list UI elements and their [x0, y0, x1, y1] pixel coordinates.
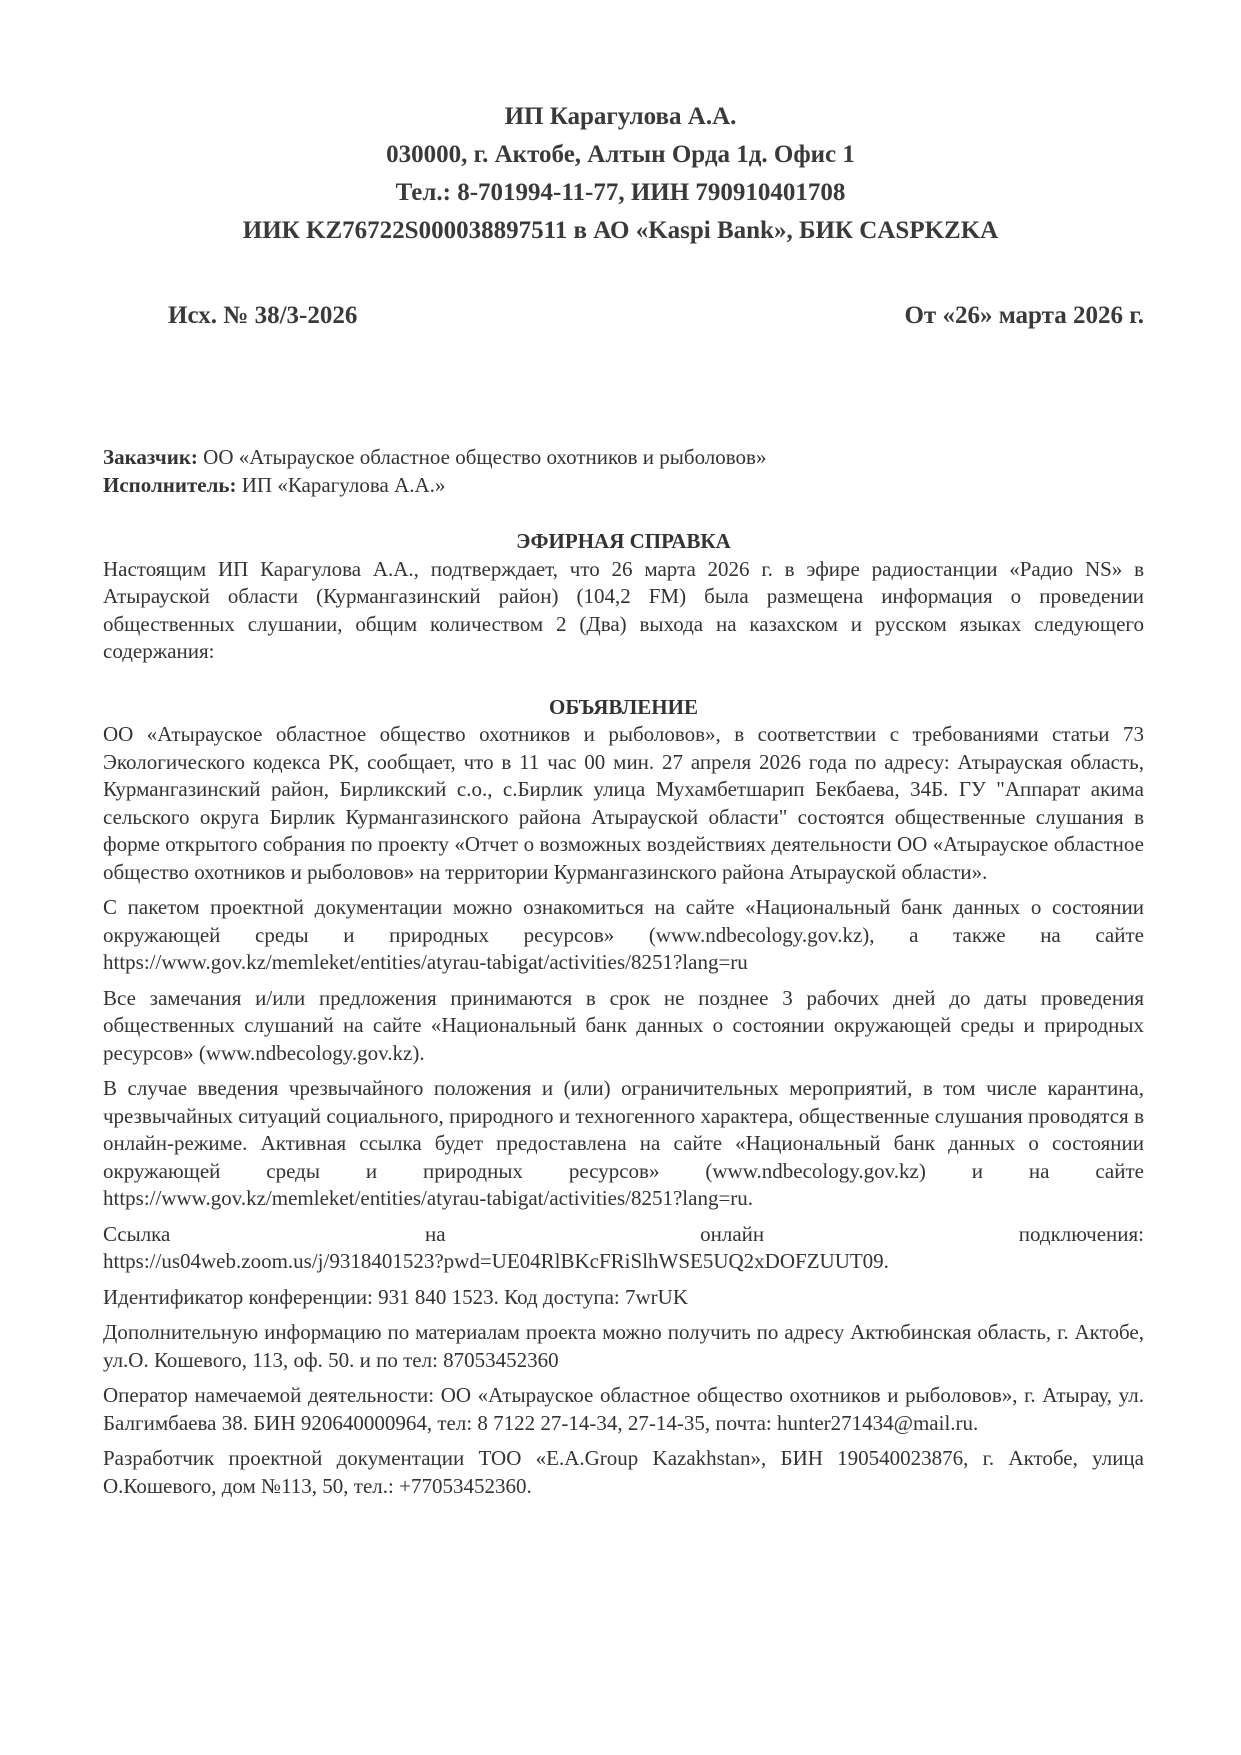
company-bank-details: ИИК KZ76722S000038897511 в АО «Kaspi Bank», БИК CASPKZKA [242, 217, 999, 244]
zoom-link-paragraph [103, 1221, 1144, 1276]
customer-label: Заказчик: [103, 445, 198, 469]
executor-row [103, 472, 1144, 500]
announcement-paragraph: В случае введения чрезвычайного положения и (или) ограничительных мероприятий, в том числе карантина, чрезвычайных ситуаций социального, природного и техногенного характера, общественные слушания проводятся в онлайн-режиме. Активная ссылка будет предоставлена на сайте «Национальный банк данных о состоянии окружающей среды и природных ресурсов» (www.ndbecology.gov.kz) и на сайте https://www.gov.kz/memleket/entities/atyrau-tabigat/activities/8251?lang=ru. [103, 1076, 1144, 1210]
outgoing-date: От «26» марта 2026 г. [904, 302, 1144, 329]
outgoing-number: Исх. № 38/3-2026 [168, 302, 358, 329]
outgoing-reference-row [168, 300, 1144, 332]
announcement-title: ОБЪЯВЛЕНИЕ [549, 694, 698, 719]
executor-label: Исполнитель: [103, 472, 237, 497]
operator-info: Оператор намечаемой деятельности: ОО «Атырауское областное общество охотников и рыболовов», г. Атырау, ул. Балгимбаева 38. БИН 920640000964, тел: 8 7122 27-14-34, 27-14-35, почта: hunter271434@mail.ru. [103, 1383, 1144, 1435]
zoom-link-url[interactable]: https://us04web.zoom.us/j/9318401523?pwd=UE04RlBKcFRiSlhWSE5UQ2xDOFZUUT09. [103, 1249, 889, 1273]
parties-block [103, 444, 1144, 499]
announcement-paragraph: ОО «Атырауское областное общество охотников и рыболовов», в соответствии с требованиями статьи 73 Экологического кодекса РК, сообщает, что в 11 час 00 мин. 27 апреля 2026 года по адресу: Атырауская область, Курмангазинский район, Бирликский с.о., с.Бирлик улица Мухамбетшарип Бекбаева, 34Б. ГУ "Аппарат акима сельского округа Бирлик Курмангазинского района Атырауской области" состоятся общественные слушания в форме открытого собрания по проекту «Отчет о возможных воздействиях деятельности ОО «Атырауское областное общество охотников и рыболовов» на территории Курмангазинского района Атырауской области». [103, 722, 1144, 884]
company-phone-iin: Тел.: 8-701994-11-77, ИИН 790910401708 [395, 179, 846, 206]
customer-row [103, 444, 1144, 472]
letterhead [0, 98, 1241, 250]
additional-info: Дополнительную информацию по материалам проекта можно получить по адресу Актюбинская область, г. Актобе, ул.О. Кошевого, 113, оф. 50. и по тел: 87053452360 [103, 1320, 1144, 1372]
executor-value: ИП «Карагулова А.А.» [236, 472, 446, 497]
announcement-paragraph: С пакетом проектной документации можно ознакомиться на сайте «Национальный банк данных о состоянии окружающей среды и природных ресурсов» (www.ndbecology.gov.kz), а также на сайте https://www.gov.kz/memleket/entities/atyrau-tabigat/activities/8251?lang=ru [103, 895, 1144, 974]
document-body [103, 444, 1144, 1500]
zoom-link-label: Ссылка на онлайн подключения: [103, 1221, 1144, 1246]
company-name: ИП Карагулова А.А. [504, 103, 737, 130]
announcement-paragraph: Все замечания и/или предложения принимаются в срок не позднее 3 рабочих дней до даты проведения общественных слушаний на сайте «Национальный банк данных о состоянии окружающей среды и природных ресурсов» (www.ndbecology.gov.kz). [103, 985, 1144, 1065]
conference-info: Идентификатор конференции: 931 840 1523. Код доступа: 7wrUK [103, 1284, 688, 1309]
customer-value: ОО «Атырауское областное общество охотников и рыболовов» [197, 445, 767, 469]
developer-info: Разработчик проектной документации ТОО «E.A.Group Kazakhstan», БИН 190540023876, г. Актобе, улица О.Кошевого, дом №113, 50, тел.: +77053452360. [103, 1446, 1144, 1498]
company-address: 030000, г. Актобе, Алтын Орда 1д. Офис 1 [386, 141, 855, 168]
certificate-title: ЭФИРНАЯ СПРАВКА [516, 529, 731, 553]
certificate-text: Настоящим ИП Карагулова А.А., подтверждает, что 26 марта 2026 г. в эфире радиостанции «Радио NS» в Атырауской области (Курмангазинский район) (104,2 FM) была размещена информация о проведении общественных слушании, общим количеством 2 (Два) выхода на казахском и русском языках следующего содержания: [103, 556, 1144, 663]
